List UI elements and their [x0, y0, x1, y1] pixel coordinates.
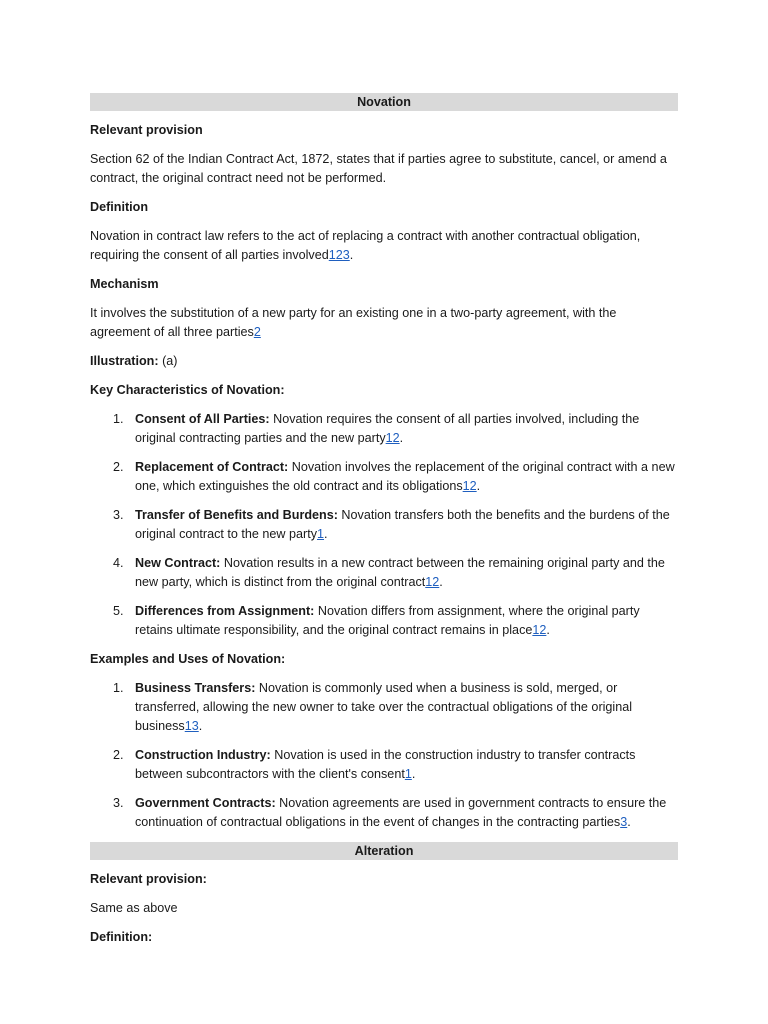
- list-item-end: .: [411, 767, 416, 781]
- definition-body: Novation in contract law refers to the act of replacing a contract with another contractual obligation, requiring the consent of all parties involved: [90, 229, 641, 262]
- list-item-title: Replacement of Contract:: [135, 460, 289, 474]
- definition-heading: Definition: [90, 200, 149, 214]
- citation-link[interactable]: 3: [620, 815, 628, 829]
- definition-end: .: [349, 248, 354, 262]
- mechanism-body: It involves the substitution of a new party for an existing one in a two-party agreement, with the agreement of all three parties: [90, 306, 617, 339]
- list-number: 4.: [113, 556, 124, 570]
- list-item: [90, 746, 678, 784]
- citation-link[interactable]: 12: [425, 575, 440, 589]
- list-number: 2.: [113, 748, 124, 762]
- list-item-text: Novation results in a new contract between the remaining original party and the new party, which is distinct from the original contract: [135, 556, 665, 589]
- list-number: 1.: [113, 681, 124, 695]
- examples-list: [90, 679, 678, 832]
- relevant-provision-text: Section 62 of the Indian Contract Act, 1872, states that if parties agree to substitute, cancel, or amend a contract, the original contract need not be performed.: [90, 152, 667, 185]
- examples-heading: Examples and Uses of Novation:: [90, 652, 286, 666]
- list-item-title: Transfer of Benefits and Burdens:: [135, 508, 338, 522]
- citation-link[interactable]: 12: [532, 623, 547, 637]
- list-item: [90, 554, 678, 592]
- list-item: [90, 679, 678, 736]
- list-item: [90, 794, 678, 832]
- list-item: [90, 506, 678, 544]
- list-item-text: Novation requires the consent of all parties involved, including the original contracting parties and the new party: [135, 412, 640, 445]
- list-item: [90, 410, 678, 448]
- list-item-text: Novation is used in the construction industry to transfer contracts between subcontractors with the client's consent: [135, 748, 636, 781]
- section-title-novation: Novation: [90, 93, 678, 111]
- document-content: [90, 93, 678, 957]
- list-item-title: Differences from Assignment:: [135, 604, 315, 618]
- list-item-text: Novation agreements are used in government contracts to ensure the continuation of contractual obligations in the event of changes in the contracting parties: [135, 796, 667, 829]
- list-item-text: Novation differs from assignment, where the original party retains ultimate responsibility, and the original contract remains in place: [135, 604, 640, 637]
- list-number: 5.: [113, 604, 124, 618]
- list-item-end: .: [546, 623, 550, 637]
- citation-link[interactable]: 12: [385, 431, 400, 445]
- list-item: [90, 602, 678, 640]
- list-item: [90, 458, 678, 496]
- citation-link[interactable]: 12: [462, 479, 477, 493]
- list-item-end: .: [324, 527, 328, 541]
- list-item-end: .: [476, 479, 481, 493]
- list-item-title: Construction Industry:: [135, 748, 271, 762]
- section-title-alteration: Alteration: [90, 842, 678, 860]
- relevant-provision-heading: Relevant provision: [90, 123, 203, 137]
- list-item-end: .: [627, 815, 631, 829]
- citation-link[interactable]: 123: [328, 248, 350, 262]
- list-item-end: .: [399, 431, 404, 445]
- mechanism-text: [90, 304, 678, 342]
- list-number: 3.: [113, 796, 124, 810]
- key-characteristics-heading: Key Characteristics of Novation:: [90, 383, 285, 397]
- list-number: 2.: [113, 460, 124, 474]
- list-number: 1.: [113, 412, 124, 426]
- citation-link[interactable]: 2: [253, 325, 261, 339]
- illustration-value: (a): [158, 354, 178, 368]
- definition-text: [90, 227, 678, 265]
- list-item-end: .: [439, 575, 443, 589]
- list-item-title: Business Transfers:: [135, 681, 256, 695]
- list-item-title: Consent of All Parties:: [135, 412, 270, 426]
- citation-link[interactable]: 1: [404, 767, 412, 781]
- list-item-title: New Contract:: [135, 556, 221, 570]
- list-item-text: Novation is commonly used when a business is sold, merged, or transferred, allowing the new owner to take over the contractual obligations of the original business: [135, 681, 633, 733]
- illustration-line: [90, 352, 678, 371]
- citation-link[interactable]: 13: [184, 719, 199, 733]
- list-item-text: Novation transfers both the benefits and the burdens of the original contract to the new party: [135, 508, 670, 541]
- list-item-title: Government Contracts:: [135, 796, 276, 810]
- citation-link[interactable]: 1: [317, 527, 325, 541]
- list-number: 3.: [113, 508, 124, 522]
- mechanism-heading: Mechanism: [90, 277, 159, 291]
- alteration-relevant-provision-text: Same as above: [90, 901, 178, 915]
- alteration-relevant-provision-heading: Relevant provision:: [90, 872, 207, 886]
- list-item-text: Novation involves the replacement of the original contract with a new one, which extinguishes the old contract and its obligations: [135, 460, 675, 493]
- key-characteristics-list: [90, 410, 678, 640]
- illustration-label: Illustration:: [90, 354, 159, 368]
- alteration-definition-heading: Definition:: [90, 930, 153, 944]
- list-item-end: .: [198, 719, 203, 733]
